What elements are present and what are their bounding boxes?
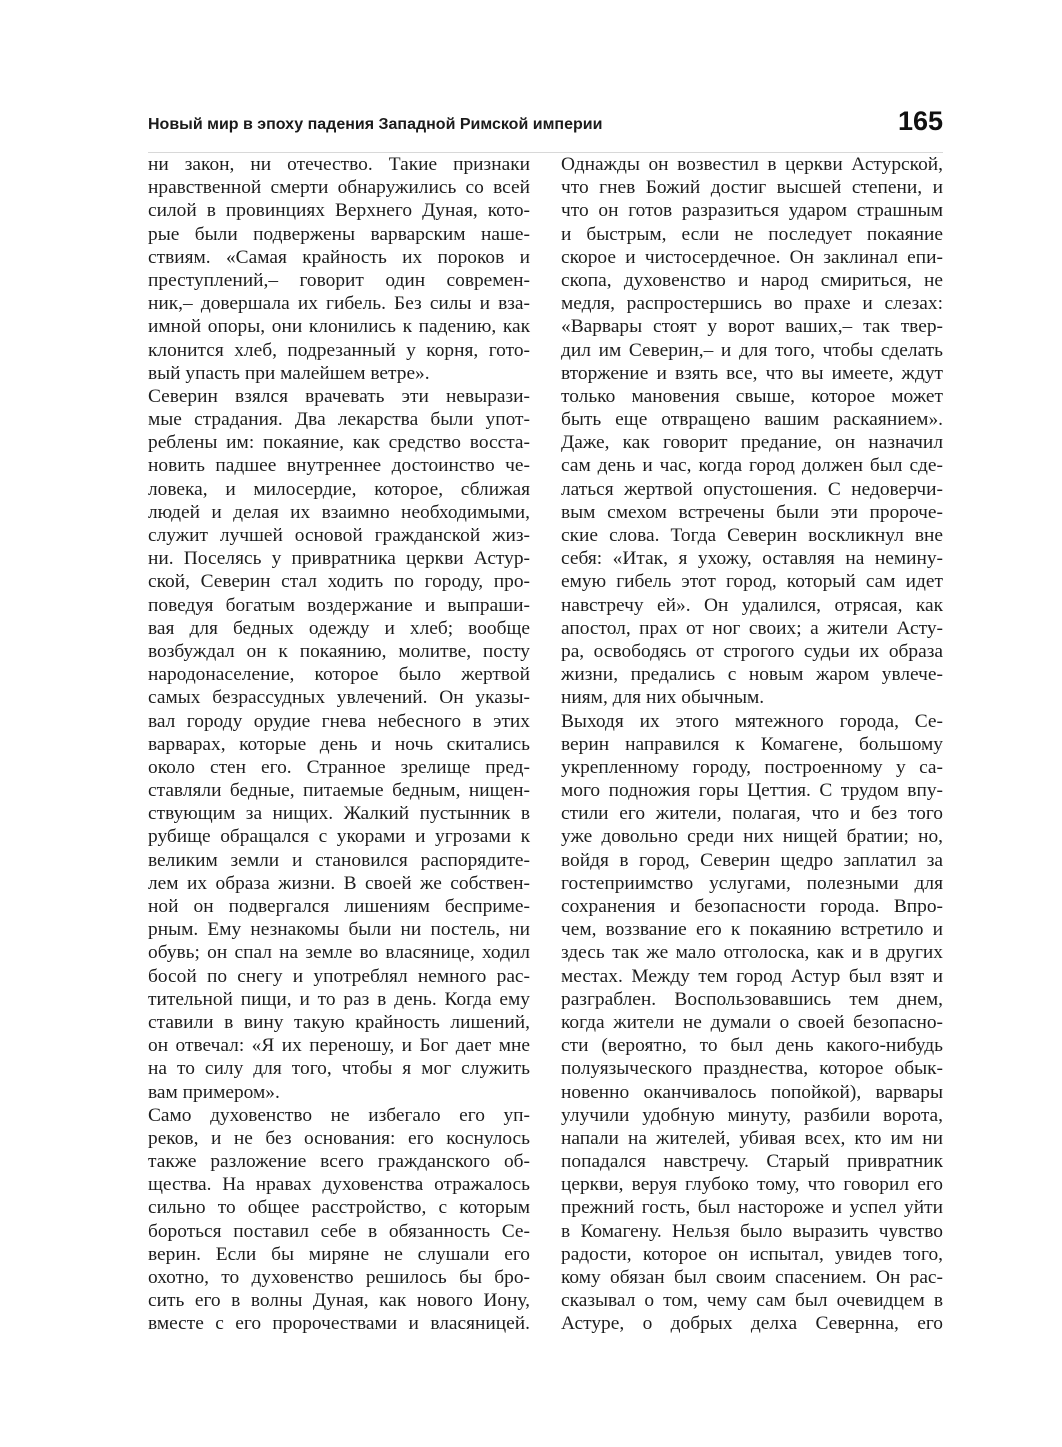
text-line: реков, и не без основания: его коснулось — [148, 1127, 530, 1149]
text-line: Северин взялся врачевать эти невырази- — [148, 385, 530, 407]
text-line: ской, Северин стал ходить по городу, про- — [148, 571, 530, 593]
text-line: варварах, которые день и ночь скитались — [148, 733, 530, 755]
text-line: что гнев Божий достиг высшей степени, и — [561, 177, 943, 199]
text-line: здесь так же мало отголоска, как и в других — [561, 942, 943, 964]
text-line: медля, распростершись во прахе и слезах: — [561, 293, 943, 315]
text-line: ник,– довершала их гибель. Без силы и вза- — [148, 293, 530, 315]
text-line: около стен его. Странное зрелище пред- — [148, 756, 530, 778]
text-line: имной опоры, они клонились к падению, как — [148, 316, 530, 338]
text-line: быть еще отвращено вашим раскаянием». — [561, 409, 943, 431]
text-line: Астуре, о добрых делха Севернна, его — [561, 1313, 943, 1335]
text-line: местах. Между тем город Астур был взят и — [561, 965, 943, 987]
text-line: верин направился к Комагене, большому — [561, 733, 943, 755]
text-line: латься жертвой опустошения. С недоверчи- — [561, 478, 943, 500]
text-line: ной он подвергался лишениям бесприме- — [148, 896, 530, 917]
page-number: 165 — [897, 106, 943, 136]
text-line: войдя в город, Северин щедро заплатил за — [561, 849, 943, 871]
text-line: он отвечал: «Я их переношу, и Бог дает мне — [148, 1035, 530, 1057]
text-line: напали на жителей, убивая всех, кто им ни — [561, 1127, 943, 1149]
text-line: дил им Северин,– и для того, чтобы сделать — [561, 339, 943, 361]
text-line: попадался навстречу. Старый привратник — [561, 1151, 943, 1173]
text-line: рубище обращался с укорами и угрозами к — [148, 826, 530, 848]
text-line: Выходя их этого мятежного города, Се- — [561, 710, 943, 732]
text-line: сти (вероятно, то был день какого-нибудь — [561, 1035, 943, 1057]
text-line: лем их образа жизни. В своей же собствен- — [148, 872, 530, 894]
text-line: улучили удобную минуту, разбили ворота, — [561, 1104, 943, 1126]
text-line: Само духовенство не избегало его уп- — [148, 1104, 530, 1126]
text-line: и быстрым, если не последует покаяние — [561, 223, 943, 245]
right-column — [561, 153, 943, 1336]
left-column — [148, 153, 530, 1336]
text-line: тительной пищи, и то раз в день. Когда ему — [148, 988, 530, 1010]
text-line: преступлений,– говорит один современ- — [148, 269, 530, 291]
running-header — [148, 106, 943, 153]
text-line: великим земли и становился распорядите- — [148, 849, 530, 871]
text-line: кому обязан был своим спасением. Он рас- — [561, 1267, 943, 1288]
text-line: сить его в волны Дуная, как нового Иону, — [148, 1290, 530, 1312]
text-line: обувь; он спал на земле во власянице, ходил — [148, 942, 530, 964]
text-line: поведуя богатым воздержание и выпраши- — [148, 594, 530, 616]
text-line: скорое и чистосердечное. Он заклинал епи- — [561, 246, 943, 268]
text-line: вый упасть при малейшем ветре». — [148, 362, 430, 384]
text-line: сказывал о том, чему сам был очевидцем в — [561, 1290, 943, 1312]
text-line: мые страдания. Два лекарства были упот- — [148, 409, 530, 431]
text-line: вторжение и взять все, что вы имеете, ждут — [561, 362, 943, 384]
text-line: ствующим за нищих. Жалкий пустынник в — [148, 803, 530, 825]
text-line: реблены им: покаяние, как средство восста- — [148, 432, 530, 454]
text-line: ставляли бедные, питаемые бедным, нищен- — [148, 780, 530, 802]
text-line: вместе с его пророчествами и власяницей. — [148, 1313, 530, 1335]
text-line: Даже, как говорит предание, он назначил — [561, 432, 943, 454]
text-line: когда жители не думали о своей безопасно- — [561, 1011, 943, 1033]
text-line: верин. Если бы миряне не слушали его — [148, 1243, 530, 1265]
text-line: народонаселение, которое было жертвой — [148, 664, 530, 686]
text-line: вая для бедных одежду и хлеб; вообще — [148, 617, 530, 639]
text-line: ни закон, ни отечество. Такие признаки — [148, 154, 530, 175]
text-line: щества. На нравах духовенства отражалось — [148, 1174, 530, 1196]
text-line: силой в провинциях Верхнего Дуная, кото- — [148, 200, 530, 222]
text-line: на то силу для того, чтобы я мог служить — [148, 1058, 530, 1080]
text-line: новить падшее внутреннее достоинство че- — [148, 455, 530, 477]
text-line: стили его жители, полагая, что и без того — [561, 803, 943, 825]
text-line: полуязыческого празднества, которое обык- — [561, 1058, 943, 1080]
text-line: сохранения и безопасности города. Впро- — [561, 896, 943, 917]
text-line: апостол, прах от ног своих; а жители Асту- — [561, 617, 943, 639]
text-line: «Варвары стоят у ворот ваших,– так твер- — [561, 316, 943, 338]
text-line: ни. Поселясь у привратника церкви Астур- — [148, 548, 530, 570]
text-line: гостеприимство услугами, полезными для — [561, 872, 943, 894]
text-line: вым смехом встречены были эти пророче- — [561, 501, 943, 523]
text-line: что он готов разразиться ударом страшным — [561, 200, 943, 222]
text-line: нравственной смерти обнаружились со всей — [148, 177, 530, 199]
text-line: людей и делая их взаимно необходимыми, — [148, 501, 530, 523]
text-line: ниям, для них обычным. — [561, 687, 765, 709]
text-line: ставили в вину такую крайность лишений, — [148, 1011, 530, 1033]
text-line: ствиям. «Самая крайность их пороков и — [148, 246, 530, 268]
text-line: рным. Ему незнакомы были ни постель, ни — [148, 919, 530, 941]
text-line: служит лучшей основой гражданской жиз- — [148, 525, 530, 546]
text-line: также разложение всего гражданского об- — [148, 1151, 530, 1173]
text-line: церкви, веруя глубоко тому, что говорил его — [561, 1174, 943, 1196]
text-line: сильно то общее расстройство, с которым — [148, 1197, 530, 1219]
text-line: уже довольно среди них нищей братии; но, — [561, 826, 943, 848]
text-line: емую гибель этот город, который сам идет — [561, 571, 943, 593]
text-line: бороться поставил себе в обязанность Се- — [148, 1220, 530, 1242]
text-line: возбуждал он к покаянию, молитве, посту — [148, 640, 530, 662]
text-line: в Комагену. Нельзя было выразить чувство — [561, 1220, 943, 1242]
text-line: рые были подвержены варварским наше- — [148, 223, 530, 245]
text-line: ские слова. Тогда Северин воскликнул вне — [561, 525, 943, 546]
chapter-title: Новый мир в эпоху падения Западной Римской империи — [148, 116, 603, 133]
text-line: ловека, и милосердие, которое, сближая — [148, 478, 530, 500]
text-line: охотно, то духовенство решилось бы бро- — [148, 1267, 530, 1288]
text-line: разграблен. Воспользовавшись тем днем, — [561, 988, 943, 1010]
text-line: самых безрассудных увлечений. Он указы- — [148, 687, 530, 709]
text-line: сам день и час, когда город должен был сде- — [561, 455, 943, 477]
text-line: прежний гость, был настороже и успел уйти — [561, 1197, 943, 1219]
text-line: ра, освободясь от строгого судьи их образа — [561, 640, 943, 662]
text-line: Однажды он возвестил в церкви Астурской, — [561, 154, 943, 175]
text-line: вал городу орудие гнева небесного в этих — [148, 710, 530, 732]
text-line: мого подножия горы Цеттия. С трудом впу- — [561, 780, 943, 802]
text-line: радости, которое он испытал, увидев того, — [561, 1243, 943, 1265]
text-line: чем, воззвание его к покаянию встретило и — [561, 919, 943, 941]
text-line: только мановения свыше, которое может — [561, 385, 943, 407]
text-line: скопа, духовенство и народ смириться, не — [561, 269, 943, 291]
text-line: новенно оканчивалось попойкой), варвары — [561, 1081, 943, 1103]
text-line: вам примером». — [148, 1081, 280, 1103]
text-line: себя: «Итак, я ухожу, оставляя на немину- — [561, 548, 943, 570]
text-line: клонится хлеб, подрезанный у корня, гото- — [148, 339, 530, 361]
text-line: навстречу ей». Он удалился, отрясая, как — [561, 594, 943, 616]
text-line: жизни, предались с новым жаром увлече- — [561, 664, 943, 686]
text-line: укрепленному городу, построенному у са- — [561, 756, 943, 778]
text-line: босой по снегу и употреблял немного рас- — [148, 965, 530, 987]
